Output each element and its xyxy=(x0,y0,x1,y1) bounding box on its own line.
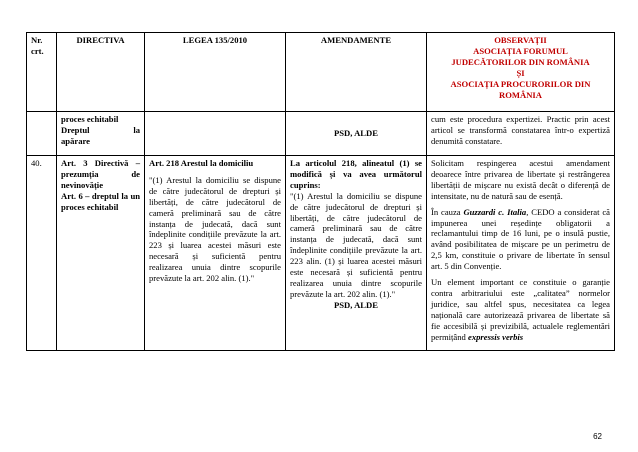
row1-directiva-line: apărare xyxy=(61,135,90,146)
header-row xyxy=(27,33,615,112)
row1-nr xyxy=(27,112,57,156)
row1-directiva-word: Dreptul xyxy=(61,124,90,135)
row1-amendamente: PSD, ALDE xyxy=(286,112,427,156)
row2-amend-body: "(1) Arestul la domiciliu se dispune de către judecătorul de drepturi și libertăți, de către judecătorul de cameră preliminară sau de către instanța de judecată, dacă sunt îndeplinite condițiile prevăzute la art. 223 alin. (1) și luarea acestei măsuri este necesară și suficientă pentru realizarea unuia dintre scopurile prevăzute la art. 202 alin. (1)." xyxy=(290,190,422,299)
row2-obs-paragraph xyxy=(431,207,610,272)
obs-case-name: Guzzardi c. Italia xyxy=(463,206,527,217)
row1-observatii: cum este procedura expertizei. Practic prin acest articol se transformă constatarea într-o expertiză denumită constatare. xyxy=(427,112,615,156)
obs-head-line: ȘI xyxy=(516,67,525,78)
row2-legea-body: "(1) Arestul la domiciliu se dispune de către judecătorul de drepturi și libertăți, de către judecătorul de cameră preliminară sau de către instanța de judecată, dacă sunt îndeplinite condițiile prevăzute la art. 223 și luarea acestei măsuri este necesară și suficientă pentru realizarea unuia dintre scopurile prevăzute la art. 202 alin. (1)." xyxy=(149,174,281,284)
page-number: 62 xyxy=(593,432,602,441)
header-legea: LEGEA 135/2010 xyxy=(145,33,286,112)
row2-observatii xyxy=(427,156,615,351)
row2-directiva-art6: Art. 6 – dreptul la un proces echitabil xyxy=(61,190,140,212)
obs-text: Un element important ce constituie o garanție contra arbitrariului este „calitatea” normelor juridice, sau altfel spus, necesitatea ca legea națională care autorizează privarea de libertate să fie accesibilă și previzibilă, actualele reglementări permițând xyxy=(431,277,610,342)
row2-directiva-art3: Art. 3 Directivă – prezumția de nevinovăție xyxy=(61,158,140,190)
obs-text: , CEDO a considerat că impunerea unei reședințe obligatorii a reclamantului timp de 16 luni, pe o insulă pustie, având posibilitatea de mișcare pe un perimetru de 2,5 km, constituie o privare de libertate în sensul art. 5 din Convenție. xyxy=(431,206,610,272)
row1-legea xyxy=(145,112,286,156)
row2-amend-title: La articolul 218, alineatul (1) se modifică și va avea următorul cuprins: xyxy=(290,158,422,190)
row2-nr: 40. xyxy=(27,156,57,351)
row2-amend-signature: PSD, ALDE xyxy=(334,299,378,310)
row2-legea-title: Art. 218 Arestul la domiciliu xyxy=(149,158,254,168)
obs-head-line: ASOCIAȚIA PROCURORILOR DIN xyxy=(450,78,591,89)
row1-directiva xyxy=(57,112,145,156)
header-amendamente: AMENDAMENTE xyxy=(286,33,427,112)
header-nr: Nr. crt. xyxy=(27,33,57,112)
row2-legea xyxy=(145,156,286,351)
row2-obs-paragraph xyxy=(431,277,610,342)
obs-head-line: ROMÂNIA xyxy=(499,89,542,100)
obs-head-line: OBSERVAȚII xyxy=(494,35,547,45)
document-table xyxy=(26,32,615,351)
obs-text: În cauza xyxy=(431,206,464,217)
row1-directiva-word: la xyxy=(133,124,140,135)
table-row-40 xyxy=(27,156,615,351)
row2-amendamente xyxy=(286,156,427,351)
row1-directiva-line xyxy=(61,125,140,136)
obs-head-line: JUDECĂTORILOR DIN ROMÂNIA xyxy=(451,56,590,67)
row2-obs-paragraph: Solicitam respingerea acestui amendament deoarece între privarea de libertate și restrângerea libertății de mișcare nu există decât o diferență de intensitate, nu de natură sau de esență. xyxy=(431,158,610,201)
row1-directiva-line: proces echitabil xyxy=(61,114,119,124)
header-directiva: DIRECTIVA xyxy=(57,33,145,112)
table-row-continuation xyxy=(27,112,615,156)
obs-head-line: ASOCIAȚIA FORUMUL xyxy=(473,45,568,56)
row2-directiva xyxy=(57,156,145,351)
header-observatii xyxy=(427,33,615,112)
obs-italic-phrase: expressis verbis xyxy=(468,331,524,342)
